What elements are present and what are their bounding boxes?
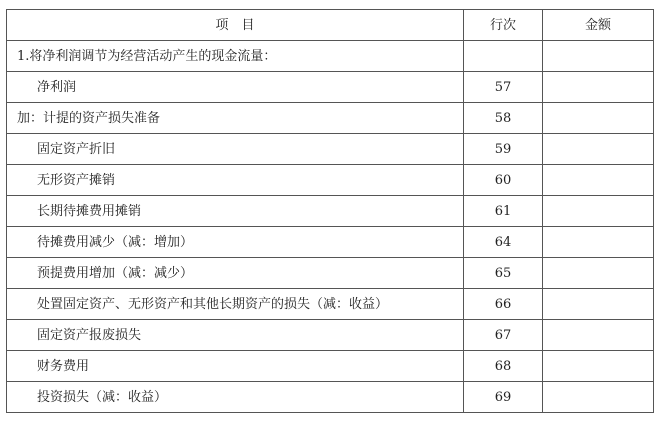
row-amount — [543, 134, 654, 165]
row-amount — [543, 289, 654, 320]
row-number: 67 — [464, 320, 543, 351]
row-number: 69 — [464, 382, 543, 413]
cash-flow-supplement-table — [6, 9, 654, 413]
table-row — [7, 351, 654, 382]
row-item: 财务费用 — [7, 351, 464, 382]
row-amount — [543, 227, 654, 258]
row-item: 净利润 — [7, 72, 464, 103]
table-row — [7, 382, 654, 413]
row-number: 61 — [464, 196, 543, 227]
row-number: 65 — [464, 258, 543, 289]
header-item: 项 目 — [7, 10, 464, 41]
row-number: 58 — [464, 103, 543, 134]
row-item: 固定资产报废损失 — [7, 320, 464, 351]
row-item: 预提费用增加（减：减少） — [7, 258, 464, 289]
row-amount — [543, 351, 654, 382]
row-amount — [543, 196, 654, 227]
table-row — [7, 320, 654, 351]
row-item: 无形资产摊销 — [7, 165, 464, 196]
row-number: 60 — [464, 165, 543, 196]
row-amount — [543, 258, 654, 289]
row-number: 66 — [464, 289, 543, 320]
table-row — [7, 72, 654, 103]
row-number: 57 — [464, 72, 543, 103]
table-row — [7, 258, 654, 289]
row-item: 长期待摊费用摊销 — [7, 196, 464, 227]
table-row — [7, 41, 654, 72]
row-item: 固定资产折旧 — [7, 134, 464, 165]
row-item: 投资损失（减：收益） — [7, 382, 464, 413]
table-row — [7, 134, 654, 165]
table-row — [7, 165, 654, 196]
row-amount — [543, 165, 654, 196]
row-number — [464, 41, 543, 72]
row-amount — [543, 382, 654, 413]
row-item: 待摊费用减少（减：增加） — [7, 227, 464, 258]
table-header-row — [7, 10, 654, 41]
row-number: 64 — [464, 227, 543, 258]
row-amount — [543, 320, 654, 351]
row-number: 68 — [464, 351, 543, 382]
row-item: 加：计提的资产损失准备 — [7, 103, 464, 134]
cash-flow-supplement-table-wrapper — [6, 9, 653, 413]
row-amount — [543, 103, 654, 134]
row-amount — [543, 41, 654, 72]
header-amount: 金额 — [543, 10, 654, 41]
row-number: 59 — [464, 134, 543, 165]
row-item: 1.将净利润调节为经营活动产生的现金流量： — [7, 41, 464, 72]
table-row — [7, 289, 654, 320]
table-row — [7, 103, 654, 134]
table-row — [7, 196, 654, 227]
table-row — [7, 227, 654, 258]
header-row-no: 行次 — [464, 10, 543, 41]
row-amount — [543, 72, 654, 103]
row-item: 处置固定资产、无形资产和其他长期资产的损失（减：收益） — [7, 289, 464, 320]
